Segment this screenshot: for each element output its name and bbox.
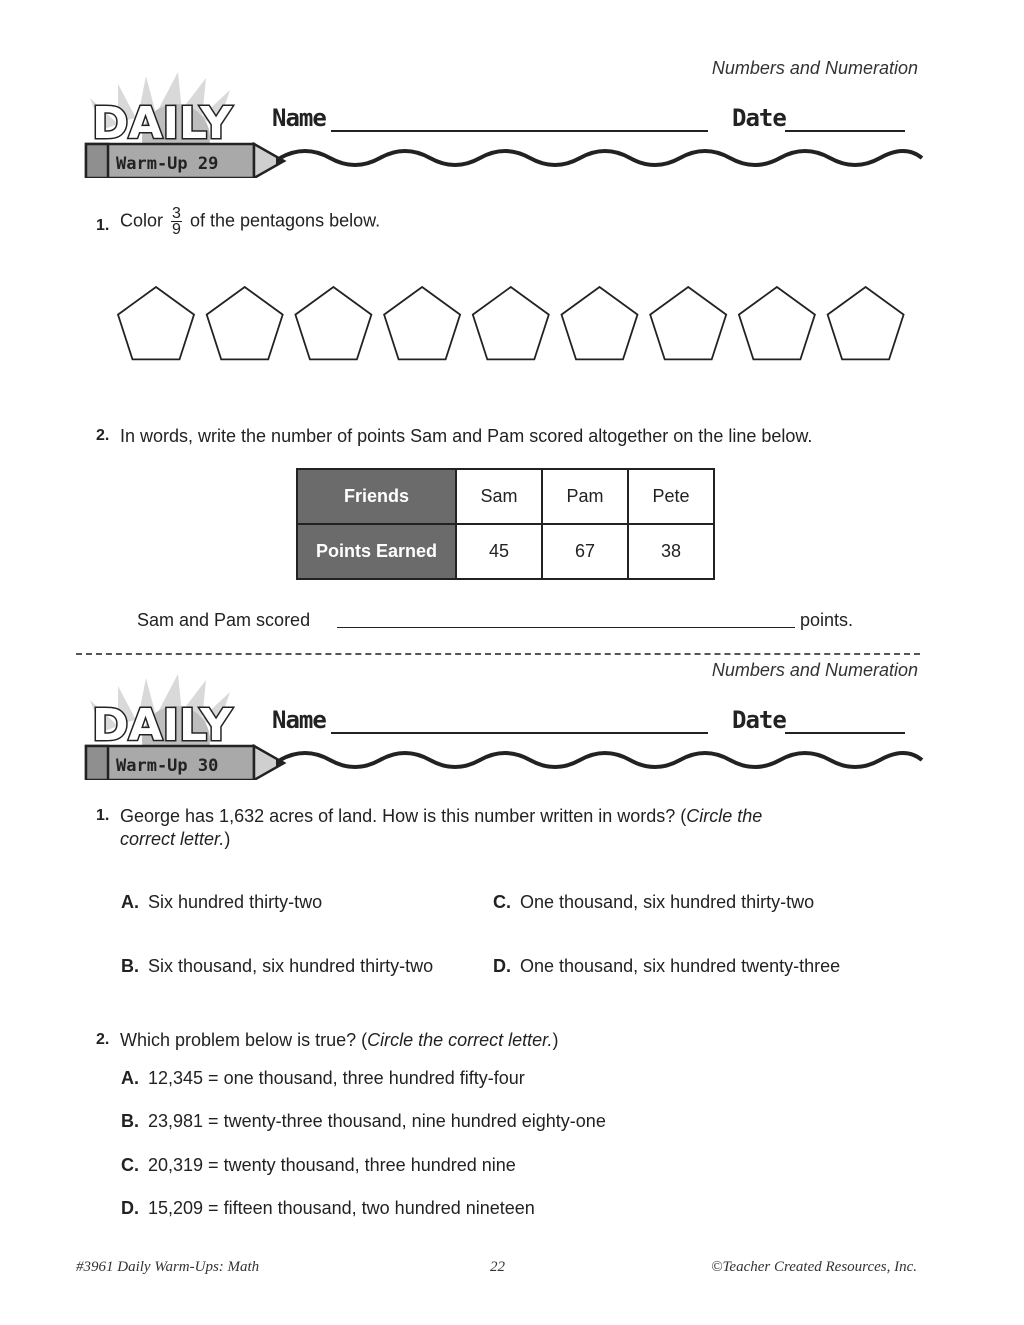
- pentagon-shape[interactable]: [739, 287, 815, 359]
- pentagon-shape[interactable]: [207, 287, 283, 359]
- warmup-number-label: Warm-Up 29: [116, 154, 219, 174]
- daily-logo-text: DAILY: [92, 700, 232, 751]
- name-label: Name: [272, 104, 326, 132]
- topic-label: Numbers and Numeration: [711, 660, 918, 680]
- pentagon-row: [110, 280, 920, 370]
- question-number: 1.: [96, 217, 110, 234]
- name-input-line[interactable]: [331, 732, 708, 734]
- question-number: 2.: [96, 1031, 110, 1048]
- answer-option-a[interactable]: A. Six hundred thirty-two: [121, 892, 323, 912]
- table-header-friends: Friends: [297, 469, 456, 524]
- name-label: Name: [272, 706, 326, 734]
- table-row: [297, 469, 714, 524]
- topic-label: Numbers and Numeration: [711, 58, 918, 78]
- answer-option-a[interactable]: A. 12,345 = one thousand, three hundred fifty-four: [121, 1068, 525, 1088]
- daily-logo-text: DAILY: [92, 98, 232, 149]
- table-cell: 45: [456, 524, 542, 579]
- warmup-number-label: Warm-Up 30: [116, 756, 219, 776]
- pentagon-shape[interactable]: [384, 287, 460, 359]
- pentagon-shape[interactable]: [118, 287, 194, 359]
- answer-option-c[interactable]: C. 20,319 = twenty thousand, three hundred nine: [121, 1155, 516, 1175]
- table-cell: 38: [628, 524, 714, 579]
- question-text: Color $\frac{3}{9}$ of the pentagons below.: [120, 205, 381, 238]
- pentagon-shape[interactable]: [828, 287, 904, 359]
- answer-input-line[interactable]: [337, 627, 795, 628]
- footer-left: #3961 Daily Warm-Ups: Math: [76, 1259, 260, 1275]
- wavy-divider: [280, 753, 922, 767]
- cut-line-divider: [76, 653, 920, 655]
- question-number: 1.: [96, 807, 110, 824]
- question-text: In words, write the number of points Sam and Pam scored altogether on the line below.: [120, 426, 813, 446]
- date-input-line[interactable]: [785, 732, 905, 734]
- date-label: Date: [732, 706, 786, 734]
- page-number: 22: [490, 1259, 505, 1275]
- question-text: George has 1,632 acres of land. How is this number written in words? (Circle the correct letter.): [120, 806, 763, 849]
- fraction: $\frac{3}{9}$: [172, 205, 181, 238]
- question-number: 2.: [96, 427, 110, 444]
- date-label: Date: [732, 104, 786, 132]
- table-cell: Pete: [628, 469, 714, 524]
- points-table: [296, 468, 715, 580]
- daily-warmup-header-graphic: [78, 670, 928, 780]
- pentagon-shape[interactable]: [295, 287, 371, 359]
- pentagon-shape[interactable]: [473, 287, 549, 359]
- answer-option-b[interactable]: B. Six thousand, six hundred thirty-two: [121, 956, 434, 976]
- answer-option-b[interactable]: B. 23,981 = twenty-three thousand, nine hundred eighty-one: [121, 1111, 606, 1131]
- question-text: Which problem below is true? (Circle the correct letter.): [120, 1030, 559, 1050]
- daily-warmup-header-graphic: [78, 68, 928, 178]
- name-input-line[interactable]: [331, 130, 708, 132]
- footer-copyright: ©Teacher Created Resources, Inc.: [711, 1259, 917, 1275]
- answer-option-d[interactable]: D. 15,209 = fifteen thousand, two hundred nineteen: [121, 1198, 535, 1218]
- answer-suffix: points.: [800, 610, 854, 630]
- table-row: [297, 524, 714, 579]
- date-input-line[interactable]: [785, 130, 905, 132]
- answer-option-c[interactable]: C. One thousand, six hundred thirty-two: [493, 892, 815, 912]
- table-header-points: Points Earned: [297, 524, 456, 579]
- answer-option-d[interactable]: D. One thousand, six hundred twenty-three: [493, 956, 841, 976]
- answer-prefix: Sam and Pam scored: [137, 610, 311, 630]
- table-cell: Sam: [456, 469, 542, 524]
- pentagon-shape[interactable]: [650, 287, 726, 359]
- table-cell: Pam: [542, 469, 628, 524]
- pentagon-shape[interactable]: [562, 287, 638, 359]
- wavy-divider: [280, 151, 922, 165]
- table-cell: 67: [542, 524, 628, 579]
